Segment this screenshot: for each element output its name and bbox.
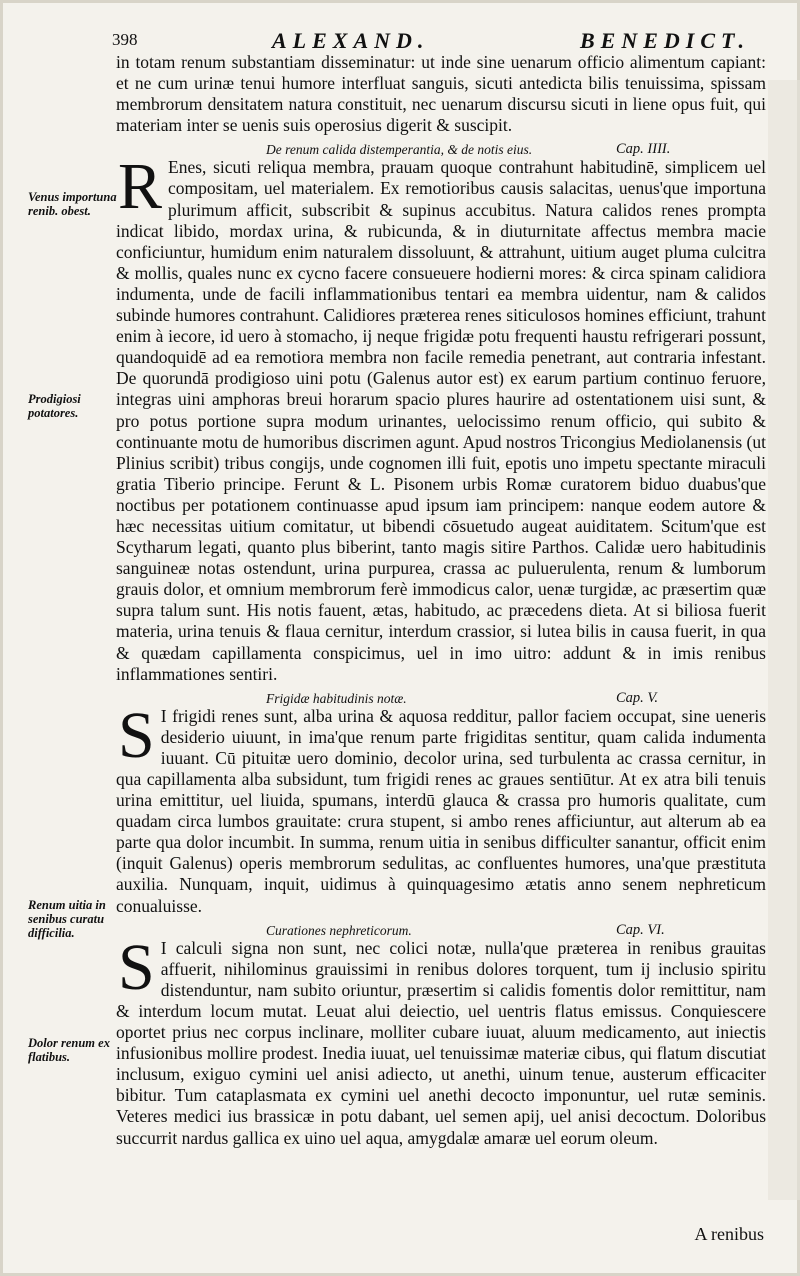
- chapter-heading: [116, 136, 766, 157]
- main-text: [116, 52, 766, 1149]
- chapter-heading: [116, 917, 766, 938]
- intro-paragraph: in totam renum substantiam disseminatur: ut inde sine uenarum officio alimentum capiant: et ne cum urinæ tenui humore interfluat sanguis, sicuti antedicta bilis tenuissima, spissam membrorum densitatem natura constituit, nec uenarum discursu sicuti in liene opus fuit, qui materiam inter se uenis suis operosius digerit & suscipit.: [116, 52, 766, 136]
- running-head-name: BENEDICT.: [580, 28, 750, 53]
- running-head: [112, 28, 776, 52]
- margin-note: Dolor renum ex flatibus.: [28, 1036, 110, 1064]
- chapter-text: I calculi signa non sunt, nec colici notæ, nulla'que præterea in renibus grauitas affuerit, nihilominus grauissimi in renibus dolores torquent, tum ij inclusio spiritu distenduntur, nam subito oriuntur, præsertim si calidis fomentis dolor remittitur, nam & interdum locum mutat. Leuat alui deiectio, uel uentris flatus emissus. Conquiescere oportet prius nec corpus inclinare, molliter cubare iuuat, aluum medicamento, aut iniectis infusionibus mollire prodest. Inedia iuuat, uel tenuissimæ materiæ cibus, qui flatum discutiat inclusum, exiguo cymini uel anisi adiecto, ut anethi, uinum tenue, austerum efficaciter bibitur. Tum cataplasmata ex cymini uel anethi decocto imponuntur, uel rutæ seminis. Veteres medici ius brassicæ in potu dabant, uel semen apij, uel anisi decoctum. Doloribus succurrit nardus gallica ex uino uel aqua, amygdalæ amaræ uel eorum oleum.: [116, 937, 766, 1148]
- chapter-text: I frigidi renes sunt, alba urina & aquosa redditur, pallor faciem occupat, sine ueneris desiderio uiuunt, in ima'que renum parte frigiditas sentitur, quam calida indumenta iuuant. Cū pituitæ uero dominio, decolor urina, sed turbulenta ac crassa cernitur, in qua capillamenta alba subsidunt, tum frigidi renes ac graues sentiūtur. At ex atra bili tenuis urina emittitur, uel liuida, spumans, interdū glauca & crassa pro humoris qualitate, cum quadam circa lumbos grauitate: crura stupent, si ambo renes afficiuntur, aut alterum ab ea parte qua dolor incumbit. In summa, renum uitia in senibus difficulter sanantur, officit enim (inquit Galenus) operis membrorum sedulitas, ac confluentes humores, una'que præstituta auxilia. Nunquam, inquit, uidimus à quinquagesimo ætatis anno senem nephreticum conualuisse.: [116, 705, 766, 916]
- drop-capital: S: [118, 930, 155, 1004]
- margin-note: Renum uitia in senibus curatu difficilia.: [28, 898, 106, 940]
- drop-capital: S: [118, 698, 155, 772]
- catchword: A renibus: [694, 1224, 764, 1244]
- chapter-number: Cap. IIII.: [616, 141, 671, 158]
- chapter-title: Curationes nephreticorum.: [266, 922, 412, 938]
- chapter-number: Cap. VI.: [616, 921, 665, 938]
- chapter-number: Cap. V.: [616, 689, 659, 706]
- chapter-heading: [116, 685, 766, 706]
- chapter-text: Enes, sicuti reliqua membra, prauam quoque contrahunt habitudinē, simplicem uel compositam, uel materialem. Ex remotioribus causis salacitas, uenus'que importuna plurimum afficit, subscribit & supinus accubitus. Natura calidos renes prompta indicat libido, mordax urina, & rubicunda, & in diuturnitate affectus membra macie conficiuntur, humidum enim naturalem dissoluunt, & attrahunt, uitium auget pluma culcitra & mollis, quales nunc ex cycno facere consueuere hodierni mores: & circa spinam calidiora indumenta, unde de facili inflammationibus tentari ea membra uidentur, nam & calidos subinde humores contrahunt. Calidiores præterea renes siticulosos homines efficiunt, trahunt enim à iecore, id uero à stomacho, ij neque frigidæ potu frequenti haustu refrigerari possunt, quandoquidē ad ea remotiora membra non facile remedia penetrant, aut contraria infestant. De quorundā prodigioso uini potu (Galenus autor est) ex earum partium continuo feruore, integras uini amphoras breui horarum spacio plures haurire ad ostentationem uisi sunt, & pro potus portione supra modum urinantes, uelocissimo renum officio, qui subito & continuante motu de humoribus discrimen agunt. Apud nostros Tricongius Mediolanensis (ut Plinius scribit) tribus congijs, unde cognomen illi fuit, epotis uno impetu spectante miraculi gratia Tiberio principe. Ferunt & L. Pisonem urbis Romæ curatorem biduo duabus'que noctibus per potationem continuasse apud ipsum iam principem: nanque eodem autore & hæc necessitas uitium comitatur, ut bibendi cōsuetudo augeat auiditatem. Scitum'que est Scytharum legati, quanto plus biberint, tanto magis sitire Parthos. Calidæ uero habitudinis sanguineæ notas ostendunt, urina purpurea, crassa ac puluerulenta, renum & lumborum grauis dolor, et omnium membrorum ferè immodicus calor, uenæ turgidæ, ac præsertim quæ supra talum sunt. His notis fauent, ætas, habitudo, ac præcedens dieta. At si biliosa fuerit materia, urina tenuis & flaua cernitur, interdum crassior, si lutea bilis in causa fuerit, in qua & quædam capillamenta conspicimus, uel in imo uitro: addunt & in imis renibus inflammationes sentiri.: [116, 157, 766, 684]
- margin-note: Venus importuna renib. obest.: [28, 190, 117, 218]
- chapter-title: De renum calida distemperantia, & de notis eius.: [266, 142, 533, 158]
- chapter-title: Frigidæ habitudinis notæ.: [266, 690, 407, 706]
- page-number: 398: [112, 30, 138, 49]
- drop-capital: R: [118, 150, 163, 224]
- margin-note: Prodigiosi potatores.: [28, 392, 81, 420]
- running-head-author: ALEXAND.: [272, 28, 430, 53]
